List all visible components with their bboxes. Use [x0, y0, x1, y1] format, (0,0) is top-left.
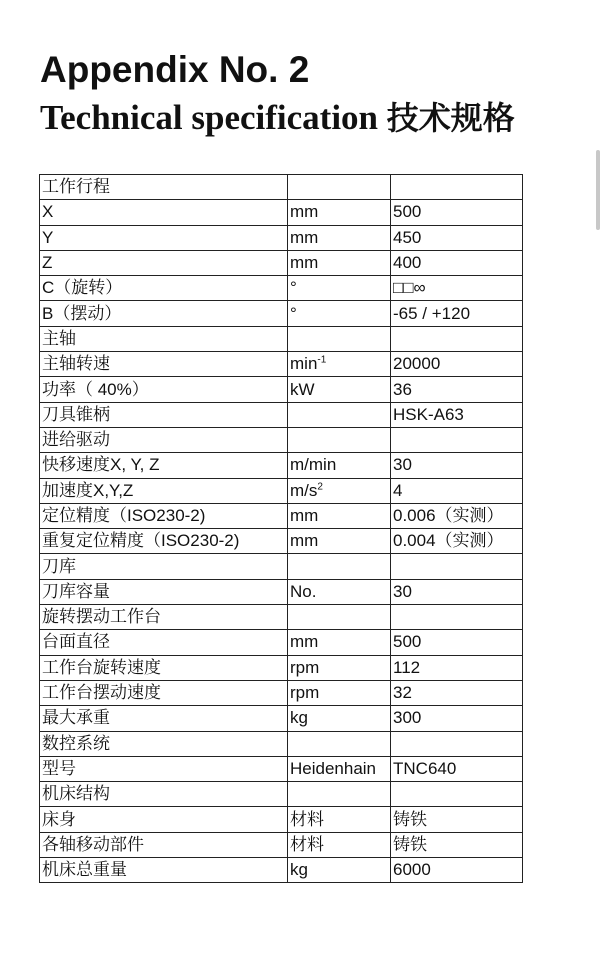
value-cell: 36	[391, 377, 523, 402]
unit-superscript: -1	[317, 354, 327, 366]
param-cell: 刀库容量	[40, 579, 288, 604]
unit-cell	[288, 503, 391, 528]
unit-text: kW	[290, 379, 315, 399]
unit-text: rpm	[290, 657, 320, 677]
unit-text: Heidenhain	[290, 758, 377, 778]
value-cell: 32	[391, 680, 523, 705]
param-cell: 刀具锥柄	[40, 402, 288, 427]
param-cell: B（摆动）	[40, 301, 288, 326]
value-cell	[391, 731, 523, 756]
unit-text: 材料	[290, 834, 324, 854]
param-cell: 机床总重量	[40, 858, 288, 883]
value-cell: 500	[391, 630, 523, 655]
unit-cell	[288, 554, 391, 579]
unit-text: kg	[290, 708, 308, 728]
unit-text: kg	[290, 860, 308, 880]
unit-cell	[288, 529, 391, 554]
table-row	[40, 706, 523, 731]
table-row	[40, 655, 523, 680]
table-row	[40, 782, 523, 807]
param-cell: 工作台摆动速度	[40, 680, 288, 705]
value-cell: 450	[391, 225, 523, 250]
table-row	[40, 326, 523, 351]
table-row	[40, 680, 523, 705]
unit-cell	[288, 579, 391, 604]
unit-cell	[288, 402, 391, 427]
unit-text: mm	[290, 531, 319, 551]
unit-cell	[288, 427, 391, 452]
unit-superscript: 2	[317, 481, 323, 493]
page-title: Appendix No. 2	[40, 49, 310, 90]
param-cell: 旋转摆动工作台	[40, 605, 288, 630]
unit-cell	[288, 326, 391, 351]
table-row	[40, 503, 523, 528]
table-row	[40, 402, 523, 427]
value-cell: -65 / +120	[391, 301, 523, 326]
unit-text: mm	[290, 227, 319, 247]
page-subtitle	[40, 96, 515, 140]
param-cell: 工作台旋转速度	[40, 655, 288, 680]
table-row	[40, 756, 523, 781]
param-cell: 定位精度（ISO230-2)	[40, 503, 288, 528]
unit-cell	[288, 175, 391, 200]
value-cell	[391, 605, 523, 630]
unit-cell	[288, 301, 391, 326]
unit-cell	[288, 807, 391, 832]
value-cell: 0.004（实测）	[391, 529, 523, 554]
table-row	[40, 225, 523, 250]
unit-text: °	[290, 278, 297, 298]
subtitle-english: Technical specification	[40, 98, 379, 137]
table-row	[40, 453, 523, 478]
param-cell: 进给驱动	[40, 427, 288, 452]
value-cell	[391, 782, 523, 807]
scrollbar[interactable]	[596, 150, 600, 230]
value-cell: 30	[391, 453, 523, 478]
unit-text: mm	[290, 202, 319, 222]
table-row	[40, 832, 523, 857]
value-cell	[391, 326, 523, 351]
param-cell: 床身	[40, 807, 288, 832]
value-cell: 20000	[391, 352, 523, 377]
unit-cell	[288, 352, 391, 377]
unit-cell	[288, 200, 391, 225]
table-row	[40, 276, 523, 301]
table-row	[40, 427, 523, 452]
value-cell: 400	[391, 250, 523, 275]
unit-cell	[288, 680, 391, 705]
unit-cell	[288, 276, 391, 301]
table-row	[40, 858, 523, 883]
param-cell: 功率（ 40%）	[40, 377, 288, 402]
param-cell: 重复定位精度（ISO230-2)	[40, 529, 288, 554]
unit-cell	[288, 630, 391, 655]
value-cell: 500	[391, 200, 523, 225]
param-cell: 数控系统	[40, 731, 288, 756]
param-cell: 最大承重	[40, 706, 288, 731]
table-row	[40, 250, 523, 275]
unit-text: mm	[290, 253, 319, 273]
unit-cell	[288, 225, 391, 250]
param-cell: 机床结构	[40, 782, 288, 807]
value-cell: TNC640	[391, 756, 523, 781]
unit-cell	[288, 706, 391, 731]
unit-text: °	[290, 303, 297, 323]
value-cell: □□∞	[391, 276, 523, 301]
table-row	[40, 301, 523, 326]
unit-cell	[288, 605, 391, 630]
table-row	[40, 605, 523, 630]
unit-cell	[288, 453, 391, 478]
value-cell	[391, 427, 523, 452]
subtitle-chinese: 技术规格	[386, 99, 515, 137]
param-cell: 主轴转速	[40, 352, 288, 377]
unit-text: No.	[290, 581, 317, 601]
param-cell: 台面直径	[40, 630, 288, 655]
value-cell: 0.006（实测）	[391, 503, 523, 528]
table-row	[40, 478, 523, 503]
value-cell: HSK-A63	[391, 402, 523, 427]
value-cell: 4	[391, 478, 523, 503]
unit-cell	[288, 478, 391, 503]
unit-cell	[288, 655, 391, 680]
table-row	[40, 807, 523, 832]
param-cell: 工作行程	[40, 175, 288, 200]
param-cell: C（旋转）	[40, 276, 288, 301]
unit-text: mm	[290, 506, 319, 525]
value-cell	[391, 175, 523, 200]
unit-cell	[288, 377, 391, 402]
value-cell: 6000	[391, 858, 523, 883]
table-row	[40, 579, 523, 604]
unit-cell	[288, 858, 391, 883]
spec-table-body	[40, 175, 523, 883]
value-cell: 112	[391, 655, 523, 680]
table-row	[40, 554, 523, 579]
table-row	[40, 731, 523, 756]
unit-text: min	[290, 354, 318, 374]
unit-cell	[288, 756, 391, 781]
param-cell: 型号	[40, 756, 288, 781]
param-cell: 快移速度X, Y, Z	[40, 453, 288, 478]
param-cell: 各轴移动部件	[40, 832, 288, 857]
unit-text: m/s	[290, 480, 318, 500]
param-cell: 主轴	[40, 326, 288, 351]
value-cell: 铸铁	[391, 807, 523, 832]
param-cell: 刀库	[40, 554, 288, 579]
unit-cell	[288, 832, 391, 857]
unit-text: m/min	[290, 455, 337, 475]
value-cell	[391, 554, 523, 579]
table-row	[40, 175, 523, 200]
unit-cell	[288, 782, 391, 807]
unit-cell	[288, 731, 391, 756]
unit-text: 材料	[290, 809, 324, 829]
param-cell: Y	[40, 225, 288, 250]
table-row	[40, 200, 523, 225]
table-row	[40, 630, 523, 655]
unit-text: mm	[290, 632, 319, 652]
param-cell: Z	[40, 250, 288, 275]
table-row	[40, 377, 523, 402]
unit-text: rpm	[290, 683, 320, 703]
table-row	[40, 529, 523, 554]
table-row	[40, 352, 523, 377]
value-cell: 30	[391, 579, 523, 604]
value-cell: 铸铁	[391, 832, 523, 857]
spec-table	[39, 174, 523, 883]
param-cell: 加速度X,Y,Z	[40, 478, 288, 503]
param-cell: X	[40, 200, 288, 225]
value-cell: 300	[391, 706, 523, 731]
unit-cell	[288, 250, 391, 275]
